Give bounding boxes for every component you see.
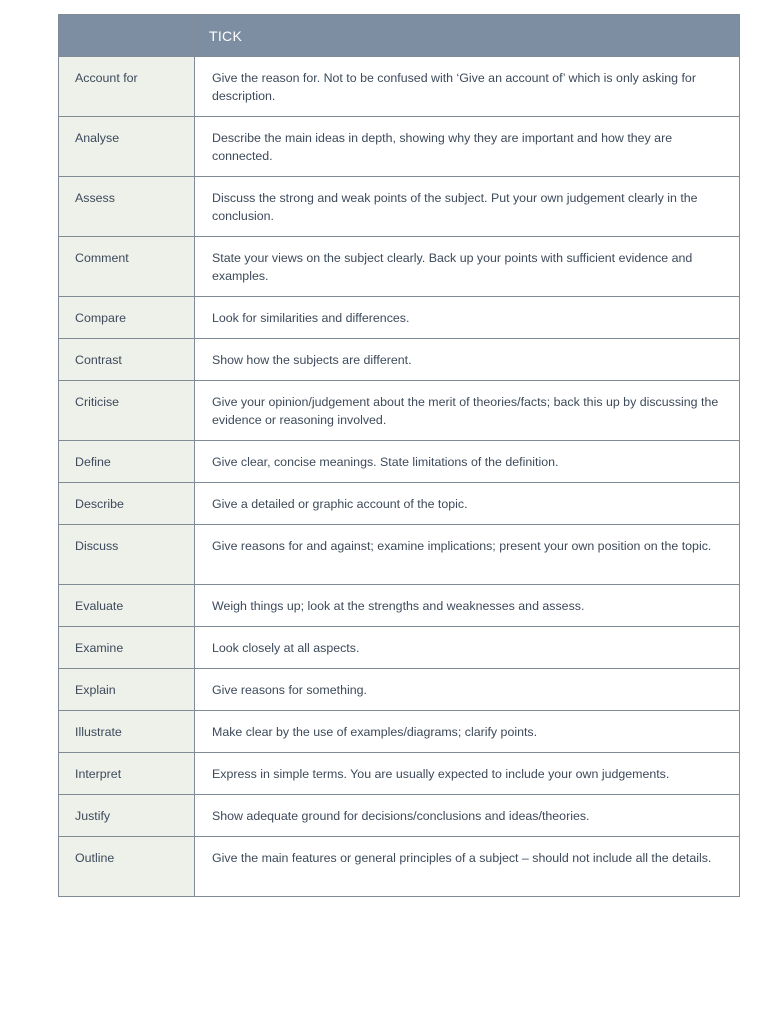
table-row	[59, 669, 740, 711]
description-cell: Describe the main ideas in depth, showing why they are important and how they are connected.	[195, 117, 740, 177]
table-row	[59, 117, 740, 177]
term-cell: Interpret	[59, 753, 195, 795]
term-cell: Assess	[59, 177, 195, 237]
term-cell: Describe	[59, 483, 195, 525]
description-cell: Show adequate ground for decisions/conclusions and ideas/theories.	[195, 795, 740, 837]
table-row	[59, 627, 740, 669]
header-term	[59, 15, 195, 57]
description-cell: Look closely at all aspects.	[195, 627, 740, 669]
description-cell: Look for similarities and differences.	[195, 297, 740, 339]
description-cell: Show how the subjects are different.	[195, 339, 740, 381]
term-cell: Discuss	[59, 525, 195, 585]
term-cell: Contrast	[59, 339, 195, 381]
description-cell: Give reasons for something.	[195, 669, 740, 711]
table-row	[59, 441, 740, 483]
table-row	[59, 297, 740, 339]
table-row	[59, 237, 740, 297]
term-cell: Illustrate	[59, 711, 195, 753]
description-cell: Give the reason for. Not to be confused with ‘Give an account of’ which is only asking for description.	[195, 57, 740, 117]
table-row	[59, 339, 740, 381]
header-tick: TICK	[195, 15, 740, 57]
term-cell: Compare	[59, 297, 195, 339]
description-cell: Give clear, concise meanings. State limitations of the definition.	[195, 441, 740, 483]
table-row	[59, 483, 740, 525]
table-row	[59, 585, 740, 627]
term-cell: Examine	[59, 627, 195, 669]
term-cell: Analyse	[59, 117, 195, 177]
term-cell: Criticise	[59, 381, 195, 441]
table-row	[59, 837, 740, 897]
term-cell: Define	[59, 441, 195, 483]
term-cell: Justify	[59, 795, 195, 837]
table-row	[59, 177, 740, 237]
table-row	[59, 711, 740, 753]
description-cell: State your views on the subject clearly. Back up your points with sufficient evidence and examples.	[195, 237, 740, 297]
header-row	[59, 15, 740, 57]
table-row	[59, 381, 740, 441]
description-cell: Discuss the strong and weak points of the subject. Put your own judgement clearly in the conclusion.	[195, 177, 740, 237]
table-row	[59, 795, 740, 837]
term-cell: Outline	[59, 837, 195, 897]
description-cell: Make clear by the use of examples/diagrams; clarify points.	[195, 711, 740, 753]
table-body	[59, 57, 740, 897]
description-cell: Give the main features or general principles of a subject – should not include all the details.	[195, 837, 740, 897]
term-cell: Account for	[59, 57, 195, 117]
description-cell: Give reasons for and against; examine implications; present your own position on the topic.	[195, 525, 740, 585]
table-row	[59, 57, 740, 117]
term-cell: Explain	[59, 669, 195, 711]
description-cell: Express in simple terms. You are usually expected to include your own judgements.	[195, 753, 740, 795]
description-cell: Give a detailed or graphic account of the topic.	[195, 483, 740, 525]
description-cell: Weigh things up; look at the strengths and weaknesses and assess.	[195, 585, 740, 627]
term-cell: Evaluate	[59, 585, 195, 627]
term-cell: Comment	[59, 237, 195, 297]
directive-words-table	[58, 14, 740, 897]
description-cell: Give your opinion/judgement about the merit of theories/facts; back this up by discussing the evidence or reasoning involved.	[195, 381, 740, 441]
table-row	[59, 525, 740, 585]
table-row	[59, 753, 740, 795]
